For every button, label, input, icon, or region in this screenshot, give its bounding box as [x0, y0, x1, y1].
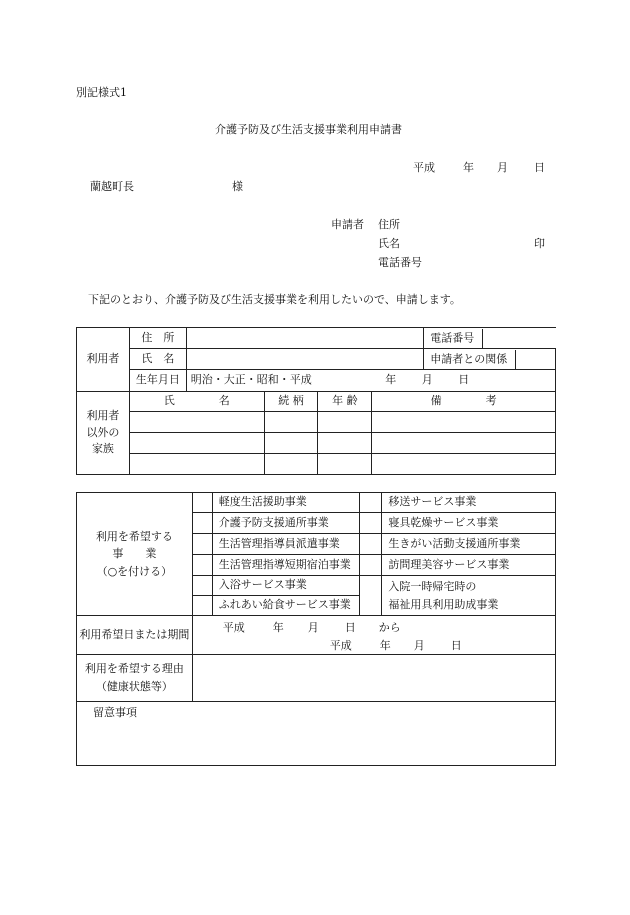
service-check-left-1[interactable]: [192, 493, 212, 513]
period-end-year: 年: [379, 639, 391, 652]
service-check-right-4[interactable]: [360, 555, 382, 576]
seal-label: 印: [534, 237, 545, 250]
service-table: [76, 492, 556, 766]
service-left-4: 生活管理指導短期宿泊事業: [212, 555, 360, 576]
service-right-1: 移送サービス事業: [382, 493, 556, 513]
period-from: から: [378, 621, 401, 634]
applicant-address-label: 住所: [378, 218, 400, 231]
applicant-phone-label: 電話番号: [378, 256, 422, 269]
family-label-line2: 以外の: [86, 425, 120, 439]
family-col-name: 氏 名: [129, 392, 264, 412]
period-end-month: 月: [413, 639, 425, 652]
birth-month: 月: [421, 373, 433, 387]
address-label: 住 所: [129, 328, 186, 349]
notes-label: 留意事項: [93, 706, 137, 719]
applicant-label: 申請者: [331, 218, 364, 231]
birth-day: 日: [458, 373, 470, 387]
period-start-month: 月: [307, 621, 319, 634]
name-value[interactable]: [186, 349, 423, 370]
wish-services-label: [77, 493, 193, 616]
family-col-age: 年 齢: [318, 392, 372, 412]
service-left-6: ふれあい給食サービス事業: [212, 596, 360, 616]
period-start-year: 年: [272, 621, 284, 634]
reason-value[interactable]: [192, 655, 555, 702]
family-row-2-age[interactable]: [318, 433, 372, 454]
reason-label: [77, 655, 193, 702]
family-row-2-name[interactable]: [129, 433, 264, 454]
service-right-3: 生きがい活動支援通所事業: [382, 534, 556, 555]
service-check-right-5[interactable]: [360, 576, 382, 616]
form-number: 別記様式1: [76, 86, 127, 99]
service-check-right-3[interactable]: [360, 534, 382, 555]
family-row-3-remarks[interactable]: [372, 454, 556, 475]
family-row-3-relation[interactable]: [264, 454, 318, 475]
period-start-day: 日: [344, 621, 356, 634]
period-start-era: 平成: [222, 621, 245, 634]
family-row-3-name[interactable]: [129, 454, 264, 475]
service-check-right-1[interactable]: [360, 493, 382, 513]
service-right-4: 訪問理美容サービス事業: [382, 555, 556, 576]
date-month: 月: [497, 161, 508, 174]
period-end-day: 日: [450, 639, 462, 652]
wish-label-line2: 事 業: [112, 547, 157, 561]
family-row-1-age[interactable]: [318, 412, 372, 433]
family-row-2-remarks[interactable]: [372, 433, 556, 454]
relation-label-text: 申請者との関係: [430, 352, 508, 365]
wish-label-line1: 利用を希望する: [95, 529, 173, 543]
applicant-name-label: 氏名: [378, 237, 400, 250]
birth-year: 年: [385, 373, 397, 387]
family-section-label: [77, 392, 130, 475]
service-right-2: 寝具乾燥サービス事業: [382, 513, 556, 534]
family-row-2-relation[interactable]: [264, 433, 318, 454]
family-row-1-remarks[interactable]: [372, 412, 556, 433]
wish-label-line3: （○を付ける）: [96, 564, 173, 578]
phone-label: [424, 328, 556, 349]
family-label-line3: 家族: [91, 442, 114, 456]
family-row-1-relation[interactable]: [264, 412, 318, 433]
family-row-1-name[interactable]: [129, 412, 264, 433]
service-right-5-line1: 入院一時帰宅時の: [388, 580, 477, 594]
phone-divider: [482, 329, 483, 348]
service-check-left-6[interactable]: [192, 596, 212, 616]
era-options: 明治・大正・昭和・平成: [190, 373, 312, 387]
user-section-label: 利用者: [77, 328, 130, 392]
service-left-5: 入浴サービス事業: [212, 576, 360, 596]
family-col-relation: 続 柄: [264, 392, 318, 412]
family-row-3-age[interactable]: [318, 454, 372, 475]
relation-divider: [515, 350, 516, 369]
service-check-left-5[interactable]: [192, 576, 212, 596]
birth-value[interactable]: [186, 370, 555, 392]
name-label: 氏 名: [129, 349, 186, 370]
phone-label-text: 電話番号: [430, 331, 475, 344]
service-left-2: 介護予防支援通所事業: [212, 513, 360, 534]
service-check-left-2[interactable]: [192, 513, 212, 534]
user-info-table: [76, 327, 556, 475]
birth-label: 生年月日: [129, 370, 186, 392]
date-year: 年: [463, 161, 474, 174]
service-right-5-line2: 福祉用具利用助成事業: [388, 597, 499, 611]
family-label-line1: 利用者: [86, 409, 120, 423]
family-col-remarks: 備 考: [372, 392, 556, 412]
service-right-5: [382, 576, 556, 616]
date-day: 日: [534, 161, 545, 174]
service-left-3: 生活管理指導員派遣事業: [212, 534, 360, 555]
period-end-era: 平成: [329, 639, 352, 652]
service-check-left-4[interactable]: [192, 555, 212, 576]
honorific: 様: [232, 180, 243, 193]
service-left-1: 軽度生活援助事業: [212, 493, 360, 513]
period-label: 利用希望日または期間: [77, 616, 193, 655]
intro-text: 下記のとおり、介護予防及び生活支援事業を利用したいので、申請します。: [88, 293, 461, 306]
service-check-left-3[interactable]: [192, 534, 212, 555]
service-check-right-2[interactable]: [360, 513, 382, 534]
reason-label-line1: 利用を希望する理由: [84, 662, 184, 676]
date-era: 平成: [413, 161, 435, 174]
address-value[interactable]: [186, 328, 423, 349]
addressee: 蘭越町長: [90, 180, 134, 193]
reason-label-line2: （健康状態等）: [95, 680, 173, 693]
notes-box[interactable]: [77, 702, 556, 766]
relation-label: [424, 349, 556, 370]
form-title: 介護予防及び生活支援事業利用申請書: [215, 123, 402, 136]
period-value[interactable]: [192, 616, 555, 655]
